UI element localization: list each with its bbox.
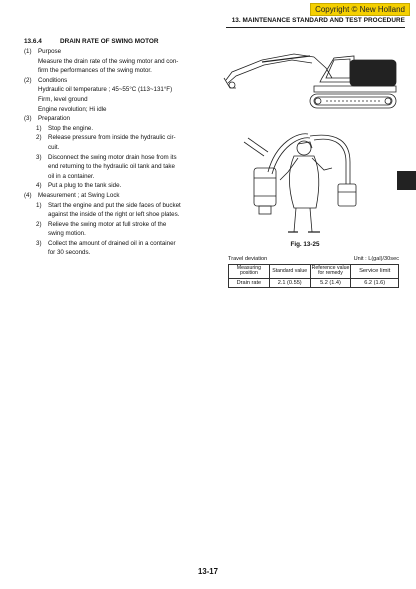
- measurement-heading: (4) Measurement ; at Swing Lock: [24, 191, 120, 199]
- drain-rate-table: [228, 264, 399, 288]
- table-header-row: [229, 265, 399, 279]
- col-measuring-position: Measuring position: [229, 265, 270, 279]
- purpose-line: firm the performances of the swing motor.: [38, 67, 152, 75]
- measurement-step: 1) Start the engine and put the side faces of bucket against the inside of the right or left shoe plates.: [36, 201, 181, 219]
- measurement-step: 3) Collect the amount of drained oil in a container for 30 seconds.: [36, 239, 176, 257]
- preparation-heading: (3) Preparation: [24, 115, 70, 123]
- excavator-illustration: [222, 48, 398, 110]
- figure-caption: Fig. 13-25: [290, 241, 320, 248]
- preparation-step: 4) Put a plug to the tank side.: [36, 182, 122, 190]
- purpose-heading: (1) Purpose: [24, 48, 62, 55]
- section-heading: DRAIN RATE OF SWING MOTOR: [60, 38, 159, 45]
- cell-reference: 5.2 (1.4): [310, 278, 351, 287]
- preparation-step: 2) Release pressure from inside the hydraulic cir- cuit.: [36, 134, 176, 151]
- chapter-tab: [397, 171, 416, 190]
- table-caption: Travel deviation: [228, 256, 268, 262]
- copyright-badge: Copyright © New Holland: [310, 3, 410, 16]
- table-row: [229, 278, 399, 287]
- table-header-line: [228, 256, 399, 262]
- purpose-line: Measure the drain rate of the swing motor and con-: [38, 57, 179, 65]
- preparation-step: 3) Disconnect the swing motor drain hose from its end returning to the hydraulic oil tank and take oil in a container.: [36, 153, 177, 180]
- cell-position: Drain rate: [229, 278, 270, 287]
- condition-line: Hydraulic oil temperature ; 45~55°C (113~131°F): [38, 86, 173, 94]
- col-service-limit: Service limit: [351, 265, 399, 279]
- technician-illustration: [228, 122, 378, 240]
- cell-limit: 6.2 (1.6): [351, 278, 399, 287]
- measurement-step: 2) Relieve the swing motor at full stroke of the swing motion.: [36, 220, 167, 238]
- page-number: 13-17: [198, 567, 218, 576]
- section-title: [24, 38, 158, 45]
- condition-line: Firm, level ground: [38, 95, 88, 103]
- running-header: 13. MAINTENANCE STANDARD AND TEST PROCEDURE: [226, 17, 405, 28]
- section-number: 13.6.4: [24, 38, 42, 45]
- procedure-text: [24, 47, 224, 258]
- conditions-heading: (2) Conditions: [24, 76, 68, 84]
- col-standard-value: Standard value: [269, 265, 310, 279]
- col-reference-value: Reference value for remedy: [311, 265, 350, 277]
- condition-line: Engine revolution; Hi idle: [38, 105, 107, 113]
- preparation-step: 1) Stop the engine.: [36, 124, 94, 132]
- table-unit: Unit : L(gal)/30sec: [353, 256, 399, 262]
- cell-standard: 2.1 (0.55): [269, 278, 310, 287]
